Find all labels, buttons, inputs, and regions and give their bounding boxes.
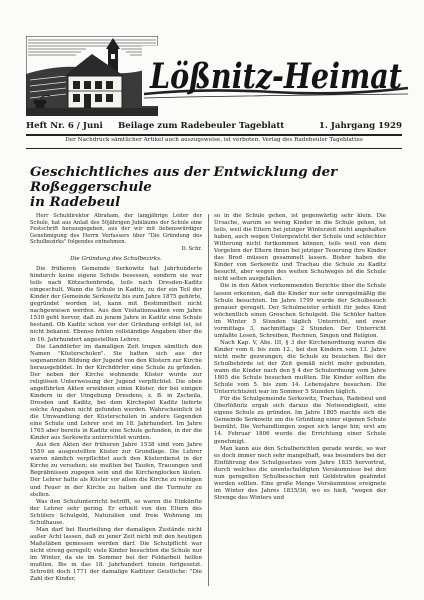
volume-year: 1. Jahrgang 1929	[318, 121, 402, 131]
paragraph: Aus den Akten der früheren Jahre 1538 sind vom Jahre 1559 an ausgestellten Küster zur Grundlage. Die Lehrer waren nämlich verpflichtet auch den Küsterdienst in der Kirche zu versehen; sie mußten bei Taufen, Trauungen und Begräbnissen zugegen sein und die Kirchenglocken läuten. Der Lehrer hatte als Küster vor allem die Kirche zu reinigen und Feuer in der Kirche zu halten und die Turmuhr zu stellen.	[30, 442, 202, 498]
divider-rule	[26, 134, 402, 136]
paragraph: Nach Kap. V, Abs. III, § 3 der Kirchenordnung waren die Kinder vom 6. bis zum 12., bei den Kindern vom 13. Jahre nicht mehr gezwungen, die Schule zu besuchen. Bei der Schulbehörde ist der Zeit gemäß nicht mehr gebunden, wann die Kinder nach den § 4 der Schulordnung vom Jahre 1805 die Schule besuchen mußten. Die Kinder sollten die Schule vom 5. bis zum 14. Lebensjahre besuchen. Die Unterrichtszeit war im Sommer 5 Stunden täglich.	[214, 339, 386, 396]
column-divider	[208, 214, 209, 586]
paragraph: Die Landdörfer im damaligen Zeit trugen sämtlich den Namen "Küsterschulen". Sie hatten sich aus der sogenannten Bildung der Jugend von den Küstern zur Kirche herausgebildet. In der Kirchdörfer eine Schule zu gründen. Der neben der Kirche wohnende Küster wurde zur religiösen Unterweisung der Jugend verpflichtet. Die oben angeführten Akten erwähnen einen Küster, der bei einigen Kindern in der Umgebung Dresdens, z. B. in Zscheila, Dresden und Kaditz, bei dem Kirchspiel Kaditz lieferte solche Angaben nicht gefunden werden. Wahrscheinlich ist die Umwandlung der Küsterschulen in andere Gegenden eine Schule und Lehrer erst im 18. Jahrhundert. Im Jahre 1765 aber bereits in Kaditz eine Schule gefunden, in der die Kinder aus Serkowitz unterrichtet wurden.	[30, 343, 202, 442]
issue-number: Heft Nr. 6 / Juni	[26, 121, 103, 131]
paragraph: Die früheren Gemeinde Serkowitz hat Jahrhunderte hindurch keine eigene Schule besessen, sondern sie war teils nach Kötzschenbroda, teils nach Dresden-Kaditz eingeschult. Wann die Schule in Kaditz, zu der ein Teil der Kinder der Gemeinde Serkowitz bis zum Jahre 1875 gehörte, gegründet worden ist, kann mit Bestimmtheit nicht nachgewiesen werden. Aus den Visitationsakten vom Jahre 1539 geht hervor, daß zu jenem Jahre in Kaditz eine Schule bestand. Ob Kaditz schon vor der Gründung erfolgt ist, ist nicht bekannt. Ebenso fehlen vollständige Angaben über die in 16. Jahrhundert angestellten Lehrer.	[30, 266, 202, 343]
paragraph: Was den Schulunterricht betrifft, so waren die Einkünfte der Lehrer sehr gering. Er erhielt von den Eltern des Schülers Schulgeld, Naturalien und freie Wohnung im Schulhause.	[30, 498, 202, 526]
masthead	[26, 36, 402, 116]
copyright-notice: Der Nachdruck sämtlicher Artikel auch auszugsweise, ist verboten. Verlag des Radebeuler Tageblattes	[65, 137, 363, 143]
paragraph: Die in den Akten vorkommenden Berichte über die Schule lassen erkennen, daß die Kinder nur sehr unregelmäßig die Schule besuchten. Im Jahre 1799 wurde der Schulbesuch genauer geregelt. Der Schulmeister erhielt für jedes Kind wöchentlich einen Groschen Schulgeld. Die Schüler hatten im Winter 5 Stunden täglich Unterricht, und zwar vormittags 3, nachmittags 2 Stunden. Der Unterricht umfaßte Lesen, Schreiben, Rechnen, Singen und Religion.	[214, 283, 386, 339]
headline-line-1: Geschichtliches aus der Entwicklung der Roßeggerschule	[30, 164, 338, 195]
article-column-right	[214, 213, 386, 588]
masthead-title	[142, 36, 410, 116]
paragraph: Man darf bei Beurteilung der damaligen Zustände nicht außer Acht lassen, daß zu jener Zeit nicht mit den heutigen Maßstäben gemessen werden darf. Die Schulpflicht war nicht streng geregelt; viele Kinder besuchten die Schule nur im Winter, da sie im Sommer bei der Feldarbeit helfen mußten. Bis in das 18. Jahrhundert hinein fortgesetzt. Schreibt doch 1771 der damalige Kaditzer Geistliche: "Die Zahl der Kinder,	[30, 526, 202, 583]
issue-info-bar	[26, 121, 402, 133]
paragraph: so in die Schule gehen, ist gegenwärtig sehr klein. Die Ursache, warum so wenig Kinder in die Schule gehen, ist teils, weil die Eltern bei jetziger Winterzeit nicht angehalten haben, auch wegen Untergewicht der Schule und schlechter Witterung nicht fortkommen können, teils weil von dem Vorgehen der Eltern ihnen bei jetziger Teuerung ihre Kinder das Brod müssen gesammelt lassen. Bisher haben die Kinder von Serkowitz und Trachau die Schule zu Kaditz besucht, aber wegen des weiten Schulweges ist die Schule nicht selten ausgefallen.	[214, 213, 386, 283]
village-illustration	[26, 36, 158, 116]
article-column-left	[30, 213, 202, 588]
supplement-label: Beilage zum Radebeuler Tageblatt	[118, 121, 285, 131]
headline-line-2: in Radebeul	[30, 194, 121, 210]
masthead-title-text: Lößnitz-Heimat	[149, 56, 402, 97]
paragraph: Man kann aus den Schulberichten gerade wurde, so war es doch immer noch sehr mangelhaft, was besonders bei der Einführung des Schulgesetzes vom Jahre 1835 hervortrat, durch welches die unentschuldigten Versäumnisse bei den nun geregelten Schulbesuchen mit Geldstrafen geahndet werden sollten. Eine große Menge Versäumnisse ereignete im Winter des Jahres 1835/36, wo es hieß, "wegen der Strenge des Winters und	[214, 445, 386, 501]
article-intro: Herr Schuldirektor Abraham, der langjährige Leiter der Schule, hat aus Anlaß des 50jährigen Jubiläums der Schule eine Festschrift herausgegeben, aus der wir mit liebenswürdiger Genehmigung des Herrn Verfassers über "Die Gründung des Schulbezirks" folgendes entnehmen.	[30, 213, 202, 246]
article-headline	[30, 165, 400, 210]
article-signature: D. Schr.	[181, 245, 202, 252]
section-title: Die Gründung des Schulbezirks.	[70, 256, 162, 263]
divider-rule	[26, 148, 402, 149]
paragraph: Für die Schulgemeinde Serkowitz, Trachau, Radebeul und Oberlößnitz ergab sich daraus die Notwendigkeit, eine eigene Schule zu gründen. Im Jahre 1805 machte sich die Gemeinde Serkowitz um die Gründung einer eigenen Schule bemüht. Die Verhandlungen zogen sich lange hin; erst am 14. Februar 1806 wurde die Errichtung einer Schule genehmigt.	[214, 396, 386, 445]
